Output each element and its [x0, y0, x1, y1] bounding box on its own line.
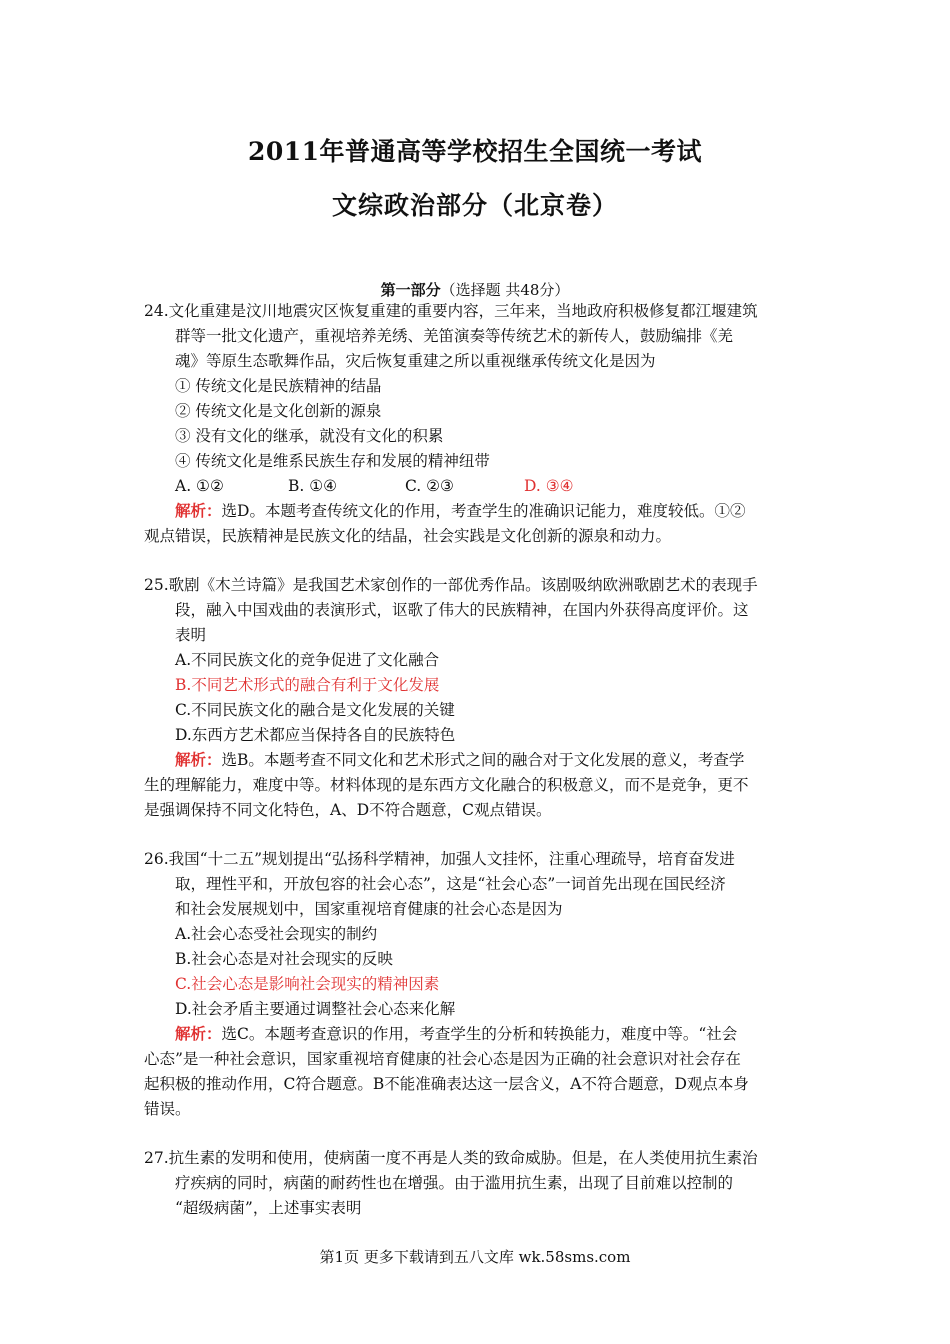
page-subtitle: 文综政治部分（北京卷） — [331, 191, 618, 220]
q24-analysis-line: 观点错误，民族精神是民族文化的结晶，社会实践是文化创新的源泉和动力。 — [144, 527, 672, 545]
q25-stem-line: 表明 — [175, 626, 207, 644]
q26-option-c-answer: C.社会心态是影响社会现实的精神因素 — [175, 975, 440, 993]
analysis-label: 解析： — [175, 501, 222, 520]
q24-statement: ③ 没有文化的继承，就没有文化的积累 — [175, 427, 444, 445]
q24-analysis-text: 选D。本题考查传统文化的作用，考查学生的准确识记能力，难度较低。①② — [221, 502, 746, 520]
section-heading-bold: 第一部分 — [380, 281, 441, 299]
q26-analysis-line — [175, 1023, 737, 1045]
q27-stem-line: 27.抗生素的发明和使用，使病菌一度不再是人类的致命威胁。但是，在人类使用抗生素治 — [144, 1149, 758, 1167]
q26-stem-line: 26.我国“十二五”规划提出“弘扬科学精神，加强人文挂怀，注重心理疏导，培育奋发进 — [144, 850, 735, 868]
q25-stem-line: 25.歌剧《木兰诗篇》是我国艺术家创作的一部优秀作品。该剧吸纳欧洲歌剧艺术的表现手 — [144, 576, 758, 594]
q25-analysis-line: 生的理解能力，难度中等。材料体现的是东西方文化融合的积极意义，而不是竞争，更不 — [144, 776, 749, 794]
q25-option-a: A.不同民族文化的竞争促进了文化融合 — [175, 651, 440, 669]
q24-option-d-answer: D. ③④ — [524, 477, 574, 495]
page-title: 2011年普通高等学校招生全国统一考试 — [247, 137, 703, 166]
analysis-label: 解析： — [175, 1024, 222, 1043]
q26-analysis-line: 心态”是一种社会意识，国家重视培育健康的社会心态是因为正确的社会意识对社会存在 — [144, 1050, 741, 1068]
analysis-label: 解析： — [175, 750, 222, 769]
q26-option-a: A.社会心态受社会现实的制约 — [175, 925, 378, 943]
q24-stem-line: 魂》等原生态歌舞作品，灾后恢复重建之所以重视继承传统文化是因为 — [175, 352, 656, 370]
q24-statement: ② 传统文化是文化创新的源泉 — [175, 402, 382, 420]
q24-option-a: A. ①② — [175, 477, 224, 495]
section-heading — [0, 279, 950, 300]
q27-stem-line: “超级病菌”，上述事实表明 — [175, 1199, 362, 1217]
q26-analysis-line: 错误。 — [144, 1100, 191, 1118]
q25-stem-line: 段，融入中国戏曲的表演形式，讴歌了伟大的民族精神，在国内外获得高度评价。这 — [175, 601, 749, 619]
q25-analysis-text: 选B。本题考查不同文化和艺术形式之间的融合对于文化发展的意义，考查学 — [221, 751, 745, 769]
q25-analysis-line — [175, 749, 744, 771]
q26-option-d: D.社会矛盾主要通过调整社会心态来化解 — [175, 1000, 456, 1018]
page-footer: 第1页 更多下载请到五八文库 wk.58sms.com — [319, 1248, 631, 1266]
q25-option-d: D.东西方艺术都应当保持各自的民族特色 — [175, 726, 456, 744]
q26-stem-line: 和社会发展规划中，国家重视培育健康的社会心态是因为 — [175, 900, 563, 918]
q26-analysis-text: 选C。本题考查意识的作用，考查学生的分析和转换能力，难度中等。“社会 — [221, 1025, 738, 1043]
q24-analysis-line — [175, 500, 745, 522]
q25-option-b-answer: B.不同艺术形式的融合有利于文化发展 — [175, 676, 440, 694]
q24-stem-line: 24.文化重建是汶川地震灾区恢复重建的重要内容，三年来，当地政府积极修复都江堰建筑 — [144, 302, 758, 320]
q27-stem-line: 疗疾病的同时，病菌的耐药性也在增强。由于滥用抗生素，出现了目前难以控制的 — [175, 1174, 734, 1192]
q26-analysis-line: 起积极的推动作用，C符合题意。B不能准确表达这一层含义，A不符合题意，D观点本身 — [144, 1075, 749, 1093]
q26-option-b: B.社会心态是对社会现实的反映 — [175, 950, 393, 968]
q26-stem-line: 取，理性平和，开放包容的社会心态”，这是“社会心态”一词首先出现在国民经济 — [175, 875, 726, 893]
q25-option-c: C.不同民族文化的融合是文化发展的关键 — [175, 701, 455, 719]
q24-option-b: B. ①④ — [288, 477, 338, 495]
section-heading-rest: （选择题 共48分） — [440, 281, 570, 299]
q24-stem-line: 群等一批文化遗产，重视培养羌绣、羌笛演奏等传统艺术的新传人，鼓励编排《羌 — [175, 327, 734, 345]
q25-analysis-line: 是强调保持不同文化特色，A、D不符合题意，C观点错误。 — [144, 801, 552, 819]
q24-statement: ① 传统文化是民族精神的结晶 — [175, 377, 382, 395]
q24-statement: ④ 传统文化是维系民族生存和发展的精神纽带 — [175, 452, 490, 470]
q24-option-c: C. ②③ — [405, 477, 454, 495]
